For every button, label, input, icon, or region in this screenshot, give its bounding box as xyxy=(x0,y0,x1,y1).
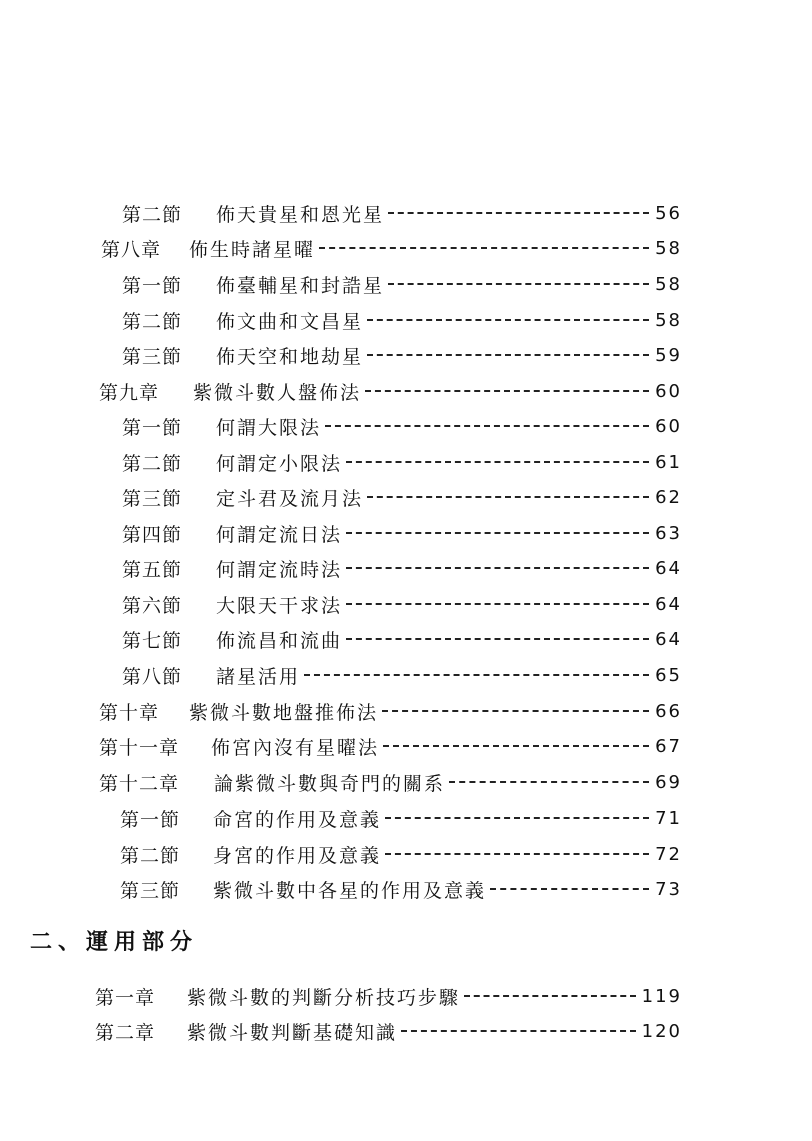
toc-entry-title: 佈生時諸星曜 xyxy=(189,238,316,261)
toc-entry-title: 何謂定流日法 xyxy=(216,523,343,546)
toc-leader-line xyxy=(388,283,649,285)
toc-entry[interactable] xyxy=(122,198,682,228)
toc-leader-line xyxy=(383,745,649,747)
toc-entry[interactable] xyxy=(120,803,682,833)
toc-entry[interactable] xyxy=(122,447,682,477)
toc-leader-line xyxy=(325,425,649,427)
toc-entry[interactable] xyxy=(99,767,682,797)
toc-leader-line xyxy=(367,354,649,356)
toc-entry-page: 58 xyxy=(655,237,682,259)
toc-entry[interactable] xyxy=(122,589,682,619)
toc-entry-page: 120 xyxy=(641,1020,682,1042)
toc-entry-number: 第十章 xyxy=(99,701,160,724)
toc-entry[interactable] xyxy=(99,696,682,726)
toc-entry[interactable] xyxy=(122,553,682,583)
toc-entry-title: 命宮的作用及意義 xyxy=(213,808,382,831)
toc-entry-page: 67 xyxy=(655,735,682,757)
toc-entry-number: 第十二章 xyxy=(99,772,180,795)
toc-entry[interactable] xyxy=(120,874,682,904)
toc-leader-line xyxy=(319,247,649,249)
toc-entry-number: 第八節 xyxy=(122,665,183,688)
toc-entry-page: 72 xyxy=(655,843,682,865)
toc-leader-line xyxy=(490,888,649,890)
toc-entry[interactable] xyxy=(122,269,682,299)
toc-entry-title: 紫微斗數地盤推佈法 xyxy=(189,701,379,724)
toc-leader-line xyxy=(464,995,636,997)
toc-entry[interactable] xyxy=(122,411,682,441)
toc-entry-number: 第二節 xyxy=(120,844,181,867)
part-heading: 二、運用部分 xyxy=(30,930,199,955)
toc-leader-line xyxy=(449,781,649,783)
toc-entry[interactable] xyxy=(122,305,682,335)
toc-leader-line xyxy=(367,319,649,321)
toc-entry-page: 62 xyxy=(655,486,682,508)
toc-entry-number: 第二節 xyxy=(122,452,183,475)
toc-entry-page: 58 xyxy=(655,309,682,331)
toc-entry[interactable] xyxy=(122,518,682,548)
toc-entry-title: 佈臺輔星和封誥星 xyxy=(216,274,385,297)
toc-entry-title: 諸星活用 xyxy=(216,665,301,688)
toc-leader-line xyxy=(382,710,649,712)
toc-entry-title: 何謂大限法 xyxy=(216,416,322,439)
toc-entry-page: 56 xyxy=(655,202,682,224)
toc-entry-title: 何謂定流時法 xyxy=(216,558,343,581)
toc-entry[interactable] xyxy=(99,731,682,761)
toc-entry-page: 66 xyxy=(655,700,682,722)
toc-entry-title: 大限天干求法 xyxy=(216,594,343,617)
toc-entry[interactable] xyxy=(101,233,682,263)
toc-entry-number: 第一章 xyxy=(95,986,156,1009)
toc-entry-number: 第六節 xyxy=(122,594,183,617)
toc-entry-title: 佈天貴星和恩光星 xyxy=(216,203,385,226)
toc-leader-line xyxy=(388,212,649,214)
toc-entry-number: 第三節 xyxy=(122,487,183,510)
toc-entry-title: 佈天空和地劫星 xyxy=(216,345,364,368)
toc-entry-page: 60 xyxy=(655,415,682,437)
toc-entry-page: 63 xyxy=(655,522,682,544)
toc-entry-number: 第一節 xyxy=(120,808,181,831)
toc-entry-page: 58 xyxy=(655,273,682,295)
toc-entry-title: 佈宮內沒有星曜法 xyxy=(211,736,380,759)
toc-entry[interactable] xyxy=(122,482,682,512)
toc-leader-line xyxy=(346,532,649,534)
toc-leader-line xyxy=(346,603,649,605)
toc-entry-page: 59 xyxy=(655,344,682,366)
toc-entry-number: 第五節 xyxy=(122,558,183,581)
toc-leader-line xyxy=(385,853,649,855)
toc-entry-title: 身宮的作用及意義 xyxy=(213,844,382,867)
toc-entry-page: 71 xyxy=(655,807,682,829)
toc-entry-number: 第九章 xyxy=(99,381,160,404)
toc-entry[interactable] xyxy=(122,660,682,690)
toc-leader-line xyxy=(385,817,649,819)
toc-entry-title: 論紫微斗數與奇門的關系 xyxy=(214,772,446,795)
toc-entry-number: 第七節 xyxy=(122,629,183,652)
toc-entry-number: 第十一章 xyxy=(99,736,180,759)
toc-entry-number: 第一節 xyxy=(122,416,183,439)
toc-entry[interactable] xyxy=(122,340,682,370)
toc-entry-number: 第四節 xyxy=(122,523,183,546)
toc-entry-title: 何謂定小限法 xyxy=(216,452,343,475)
toc-entry-page: 64 xyxy=(655,628,682,650)
toc-entry-title: 佈文曲和文昌星 xyxy=(216,310,364,333)
toc-entry-page: 65 xyxy=(655,664,682,686)
toc-entry-title: 紫微斗數中各星的作用及意義 xyxy=(213,879,487,902)
toc-leader-line xyxy=(346,638,649,640)
toc-entry-page: 119 xyxy=(641,985,682,1007)
toc-entry-title: 紫微斗數的判斷分析技巧步驟 xyxy=(187,986,461,1009)
toc-entry[interactable] xyxy=(120,839,682,869)
toc-entry-number: 第二節 xyxy=(122,310,183,333)
toc-entry-number: 第一節 xyxy=(122,274,183,297)
toc-leader-line xyxy=(304,674,649,676)
toc-entry-page: 73 xyxy=(655,878,682,900)
toc-leader-line xyxy=(346,461,649,463)
toc-entry-title: 紫微斗數人盤佈法 xyxy=(193,381,362,404)
toc-entry-title: 紫微斗數判斷基礎知識 xyxy=(187,1021,398,1044)
toc-entry[interactable] xyxy=(95,1016,682,1046)
toc-entry-title: 定斗君及流月法 xyxy=(216,487,364,510)
toc-entry-page: 69 xyxy=(655,771,682,793)
toc-entry-number: 第八章 xyxy=(101,238,162,261)
toc-entry-page: 61 xyxy=(655,451,682,473)
toc-entry[interactable] xyxy=(122,624,682,654)
toc-leader-line xyxy=(346,567,649,569)
toc-entry-number: 第二節 xyxy=(122,203,183,226)
toc-entry-page: 64 xyxy=(655,557,682,579)
toc-entry-page: 60 xyxy=(655,380,682,402)
toc-entry-number: 第三節 xyxy=(122,345,183,368)
toc-leader-line xyxy=(367,496,649,498)
toc-entry-page: 64 xyxy=(655,593,682,615)
toc-entry-title: 佈流昌和流曲 xyxy=(216,629,343,652)
toc-entry[interactable] xyxy=(99,376,682,406)
toc-entry-number: 第三節 xyxy=(120,879,181,902)
toc-entry[interactable] xyxy=(95,981,682,1011)
toc-leader-line xyxy=(401,1030,636,1032)
toc-leader-line xyxy=(365,390,649,392)
toc-entry-number: 第二章 xyxy=(95,1021,156,1044)
